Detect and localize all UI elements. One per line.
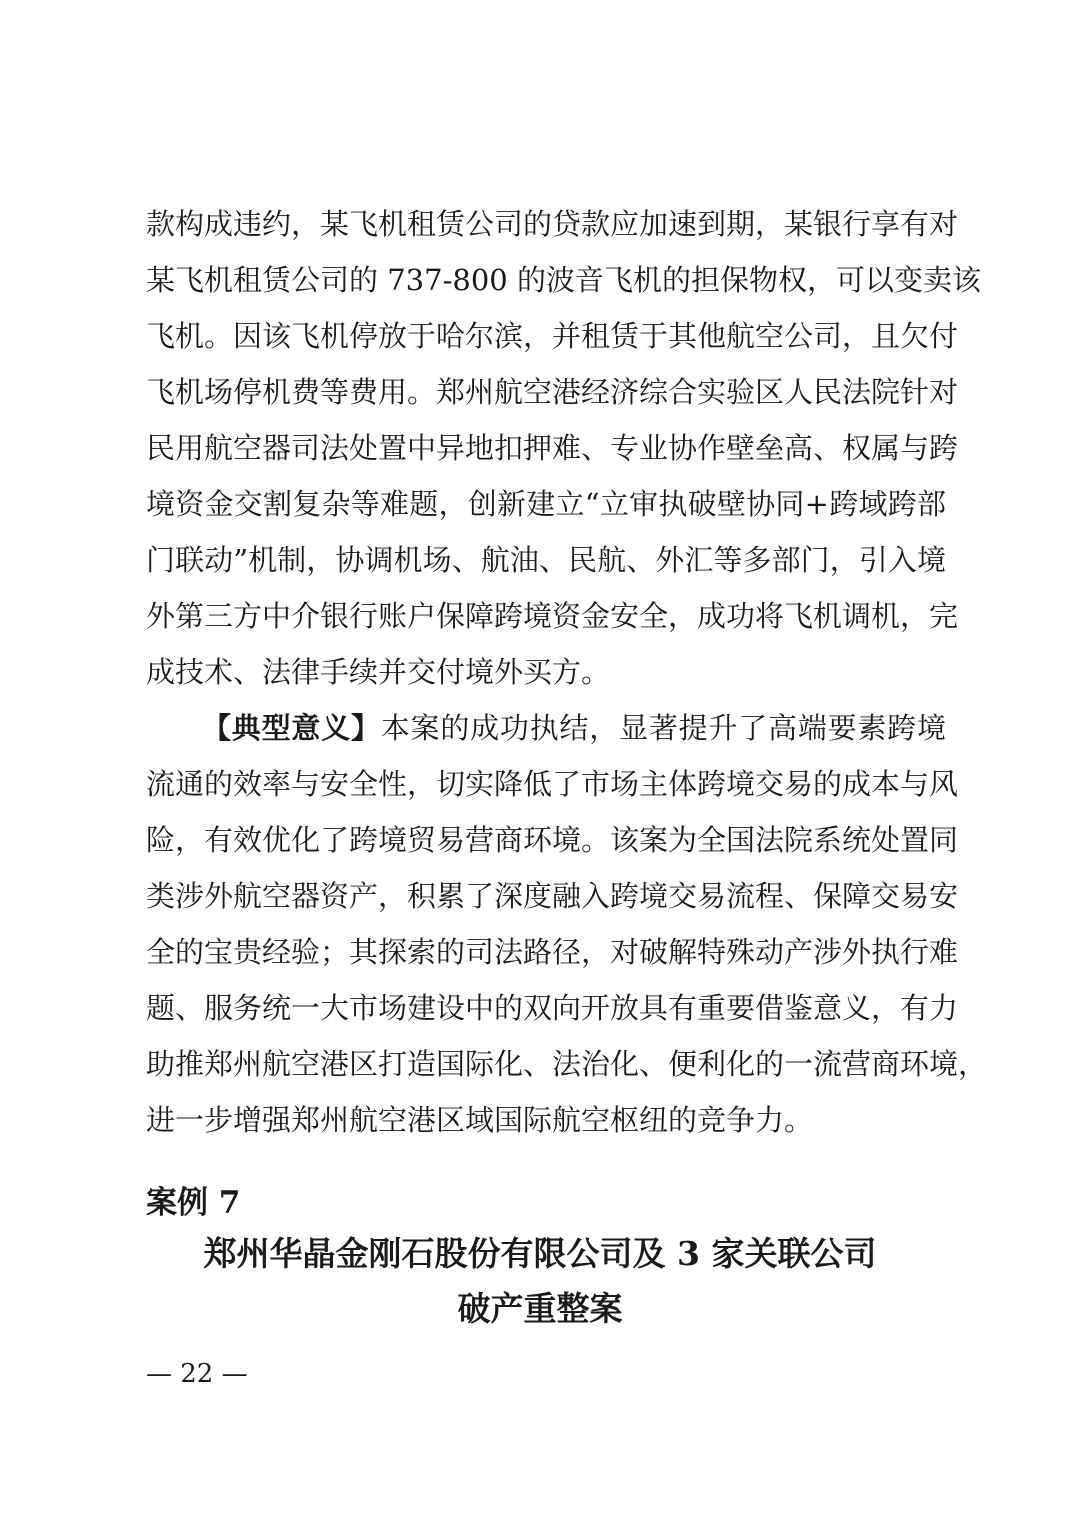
paragraph-2-line-3: 险，有效优化了跨境贸易营商环境。该案为全国法院系统处置同 xyxy=(146,823,959,857)
paragraph-2-line-1-text: 本案的成功执结，显著提升了高端要素跨境 xyxy=(380,711,946,745)
paragraph-1-line-5: 民用航空器司法处置中异地扣押难、专业协作壁垒高、权属与跨 xyxy=(146,431,959,465)
paragraph-1-line-2: 某飞机租赁公司的 737-800 的波音飞机的担保物权，可以变卖该 xyxy=(146,263,981,297)
paragraph-2-line-2: 流通的效率与安全性，切实降低了市场主体跨境交易的成本与风 xyxy=(146,767,959,801)
paragraph-1-line-7: 门联动”机制，协调机场、航油、民航、外汇等多部门，引入境 xyxy=(146,543,946,577)
paragraph-2-line-8: 进一步增强郑州航空港区域国际航空枢纽的竞争力。 xyxy=(146,1103,814,1137)
page-number: — 22 — xyxy=(146,1359,248,1389)
typical-significance-label: 【典型意义】 xyxy=(202,711,381,745)
paragraph-1-line-6: 境资金交割复杂等难题，创新建立“立审执破壁协同+跨域跨部 xyxy=(146,487,946,521)
paragraph-1-line-9: 成技术、法律手续并交付境外买方。 xyxy=(146,655,611,689)
paragraph-1-line-1: 款构成违约，某飞机租赁公司的贷款应加速到期，某银行享有对 xyxy=(146,207,959,241)
case-number-heading: 案例 7 xyxy=(146,1185,241,1221)
paragraph-2-line-7: 助推郑州航空港区打造国际化、法治化、便利化的一流营商环境， xyxy=(146,1047,988,1081)
paragraph-2-line-4: 类涉外航空器资产，积累了深度融入跨境交易流程、保障交易安 xyxy=(146,879,959,913)
paragraph-2-line-5: 全的宝贵经验；其探索的司法路径，对破解特殊动产涉外执行难 xyxy=(146,935,959,969)
paragraph-2-line-1 xyxy=(202,708,946,748)
paragraph-1-line-8: 外第三方中介银行账户保障跨境资金安全，成功将飞机调机，完 xyxy=(146,599,959,633)
case-title-line-2: 破产重整案 xyxy=(457,1289,623,1328)
paragraph-1-line-3: 飞机。因该飞机停放于哈尔滨，并租赁于其他航空公司，且欠付 xyxy=(146,319,959,353)
case-title-line-1: 郑州华晶金刚石股份有限公司及 3 家关联公司 xyxy=(203,1234,877,1273)
paragraph-2-line-6: 题、服务统一大市场建设中的双向开放具有重要借鉴意义，有力 xyxy=(146,991,959,1025)
paragraph-1-line-4: 飞机场停机费等费用。郑州航空港经济综合实验区人民法院针对 xyxy=(146,375,959,409)
